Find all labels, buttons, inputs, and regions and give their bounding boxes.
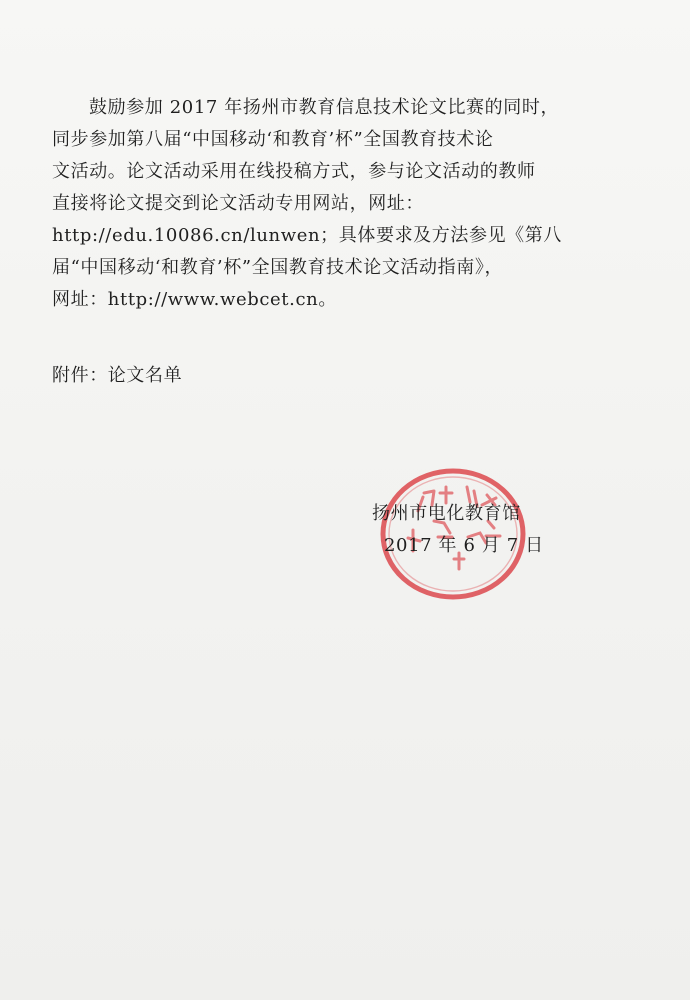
paragraph-line: 同步参加第八届“中国移动‘和教育’杯”全国教育技术论 bbox=[52, 129, 494, 150]
paragraph-line: 届“中国移动‘和教育’杯”全国教育技术论文活动指南》， bbox=[52, 257, 504, 278]
paragraph-line: 直接将论文提交到论文活动专用网站，网址： bbox=[52, 193, 424, 214]
paragraph-line: 网址：http://www.webcet.cn。 bbox=[52, 289, 337, 310]
paragraph-line: http://edu.10086.cn/lunwen；具体要求及方法参见《第八 bbox=[52, 225, 562, 246]
paragraph-line: 鼓励参加 2017 年扬州市教育信息技术论文比赛的同时， bbox=[89, 97, 560, 118]
paragraph-line: 文活动。论文活动采用在线投稿方式，参与论文活动的教师 bbox=[52, 161, 536, 182]
signing-date: 2017 年 6 月 7 日 bbox=[384, 535, 544, 556]
attachment-note: 附件：论文名单 bbox=[52, 365, 183, 386]
main-paragraph bbox=[52, 92, 592, 316]
signing-organization: 扬州市电化教育馆 bbox=[372, 503, 521, 524]
signature-block bbox=[372, 498, 544, 562]
